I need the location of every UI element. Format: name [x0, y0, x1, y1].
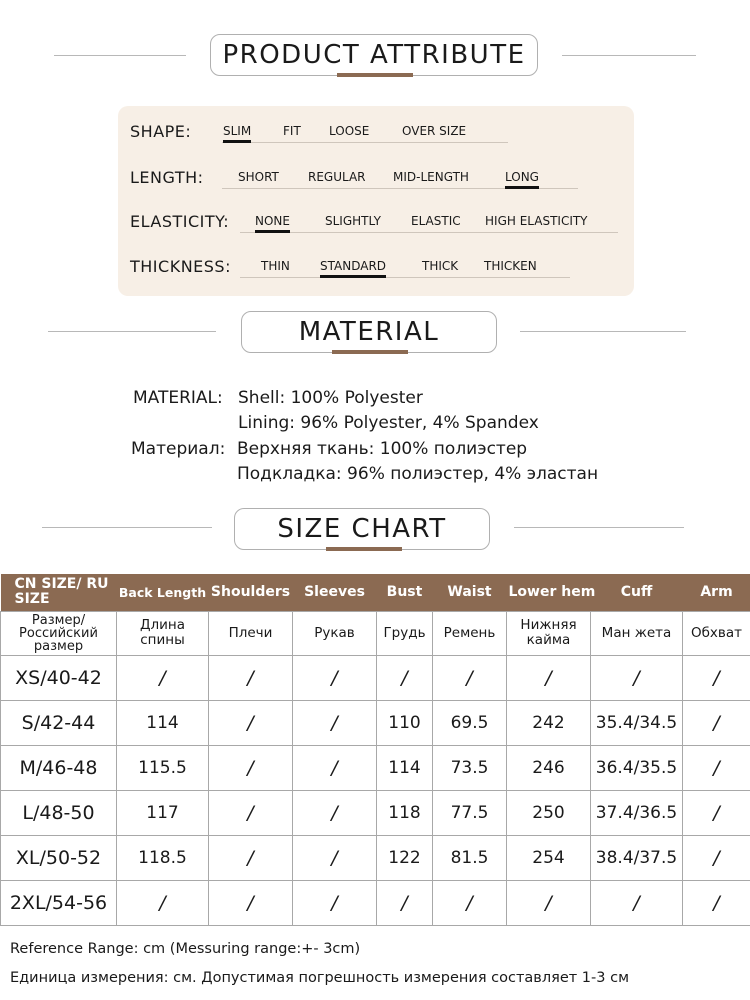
table-cell: / — [293, 835, 377, 880]
attr-option-selected: STANDARD — [320, 259, 387, 273]
table-cell: 118.5 — [117, 835, 209, 880]
table-cell: / — [293, 745, 377, 790]
material-shell-ru: Верхняя ткань: 100% полиэстер — [237, 439, 528, 459]
attr-option: SHORT — [238, 170, 279, 184]
table-cell: 114 — [377, 745, 433, 790]
column-header-ru: Плечи — [209, 611, 293, 655]
table-cell: / — [683, 880, 750, 925]
table-cell: 114 — [117, 700, 209, 745]
table-cell: / — [209, 745, 293, 790]
table-cell: / — [209, 790, 293, 835]
table-cell: / — [293, 880, 377, 925]
attr-option-selected: LONG — [505, 170, 539, 184]
size-chart-table — [0, 574, 750, 926]
reference-note-ru: Единица измерения: см. Допустимая погрешность измерения составляет 1-3 см — [10, 970, 630, 986]
column-header: Cuff — [591, 574, 683, 611]
divider-line — [48, 331, 216, 332]
table-row — [1, 700, 750, 745]
size-cell: L/48-50 — [1, 790, 117, 835]
attr-option: REGULAR — [308, 170, 366, 184]
table-row — [1, 655, 750, 700]
attr-option: THICK — [422, 259, 459, 273]
column-header-ru: Обхват — [683, 611, 750, 655]
attr-label: ELASTICITY: — [130, 212, 230, 231]
attr-option-selected: SLIM — [223, 124, 252, 138]
attr-line — [222, 142, 508, 143]
table-cell: 118 — [377, 790, 433, 835]
table-cell: / — [209, 700, 293, 745]
reference-note-en: Reference Range: cm (Messuring range:+- 3cm) — [10, 941, 361, 957]
column-header-ru: Длина спины — [117, 611, 209, 655]
material-label-en: MATERIAL: — [133, 388, 223, 408]
table-row — [1, 745, 750, 790]
column-header: Waist — [433, 574, 507, 611]
table-cell: / — [591, 655, 683, 700]
size-cell: XS/40-42 — [1, 655, 117, 700]
title-underline — [326, 547, 402, 551]
column-header-ru: Ман жета — [591, 611, 683, 655]
divider-line — [562, 55, 696, 56]
attr-label: LENGTH: — [130, 168, 204, 187]
table-cell: / — [117, 655, 209, 700]
table-cell: 117 — [117, 790, 209, 835]
table-cell: / — [683, 835, 750, 880]
size-cell: M/46-48 — [1, 745, 117, 790]
attr-option-selected: NONE — [255, 214, 290, 228]
table-row — [1, 835, 750, 880]
divider-line — [54, 55, 186, 56]
attr-label: THICKNESS: — [130, 257, 231, 276]
attr-option: LOOSE — [329, 124, 370, 138]
attr-option: OVER SIZE — [402, 124, 467, 138]
column-header-ru: Рукав — [293, 611, 377, 655]
table-cell: 37.4/36.5 — [591, 790, 683, 835]
table-cell: / — [683, 655, 750, 700]
table-row — [1, 880, 750, 925]
section-title-attributes: PRODUCT ATTRIBUTE — [210, 34, 538, 76]
material-lining-en: Lining: 96% Polyester, 4% Spandex — [238, 413, 539, 433]
section-title-size-chart: SIZE CHART — [234, 508, 490, 550]
table-cell: / — [507, 655, 591, 700]
attr-row-shape — [130, 118, 630, 148]
attribute-panel — [118, 106, 634, 296]
table-cell: 254 — [507, 835, 591, 880]
table-row — [1, 790, 750, 835]
table-cell: / — [591, 880, 683, 925]
table-cell: / — [683, 790, 750, 835]
table-cell: 122 — [377, 835, 433, 880]
table-cell: 36.4/35.5 — [591, 745, 683, 790]
column-header-ru: Нижняя кайма — [507, 611, 591, 655]
title-underline — [332, 350, 408, 354]
table-cell: / — [209, 835, 293, 880]
table-cell: / — [293, 700, 377, 745]
table-cell: 250 — [507, 790, 591, 835]
title-underline — [337, 73, 413, 77]
column-header: Lower hem — [507, 574, 591, 611]
divider-line — [520, 331, 686, 332]
table-cell: / — [377, 880, 433, 925]
divider-line — [514, 527, 684, 528]
table-cell: / — [433, 880, 507, 925]
attr-option: THICKEN — [484, 259, 537, 273]
attr-label: SHAPE: — [130, 122, 192, 141]
table-cell: / — [293, 655, 377, 700]
material-label-ru: Материал: — [131, 439, 226, 459]
table-header-row — [1, 574, 750, 611]
section-title-material: MATERIAL — [241, 311, 497, 353]
column-header: Bust — [377, 574, 433, 611]
table-cell: / — [433, 655, 507, 700]
attr-row-elasticity — [130, 208, 630, 238]
attr-line — [240, 277, 570, 278]
attr-row-length — [130, 164, 630, 194]
column-header: Back Length — [117, 574, 209, 611]
material-lining-ru: Подкладка: 96% полиэстер, 4% эластан — [237, 464, 599, 484]
table-cell: / — [117, 880, 209, 925]
table-cell: / — [209, 655, 293, 700]
table-cell: 69.5 — [433, 700, 507, 745]
size-cell: S/42-44 — [1, 700, 117, 745]
table-cell: 110 — [377, 700, 433, 745]
column-header: Sleeves — [293, 574, 377, 611]
table-cell: / — [377, 655, 433, 700]
table-cell: 38.4/37.5 — [591, 835, 683, 880]
column-header: CN SIZE/ RU SIZE — [1, 574, 117, 611]
attr-option: SLIGHTLY — [325, 214, 381, 228]
column-header-ru: Размер/ Российский размер — [1, 611, 117, 655]
column-header-ru: Ремень — [433, 611, 507, 655]
table-cell: 77.5 — [433, 790, 507, 835]
size-cell: 2XL/54-56 — [1, 880, 117, 925]
attr-row-thickness — [130, 253, 630, 283]
attr-option: THIN — [261, 259, 290, 273]
divider-line — [42, 527, 212, 528]
table-cell: 115.5 — [117, 745, 209, 790]
table-header-row-ru — [1, 611, 750, 655]
column-header: Arm — [683, 574, 750, 611]
column-header: Shoulders — [209, 574, 293, 611]
size-cell: XL/50-52 — [1, 835, 117, 880]
attr-option: MID-LENGTH — [393, 170, 469, 184]
table-cell: / — [293, 790, 377, 835]
table-cell: / — [683, 700, 750, 745]
material-shell-en: Shell: 100% Polyester — [238, 388, 423, 408]
attr-option: HIGH ELASTICITY — [485, 214, 588, 228]
attr-option: ELASTIC — [411, 214, 461, 228]
table-cell: 73.5 — [433, 745, 507, 790]
table-cell: / — [683, 745, 750, 790]
table-cell: 35.4/34.5 — [591, 700, 683, 745]
attr-line — [240, 232, 618, 233]
attr-option: FIT — [283, 124, 301, 138]
table-cell: 242 — [507, 700, 591, 745]
column-header-ru: Грудь — [377, 611, 433, 655]
table-cell: 81.5 — [433, 835, 507, 880]
table-cell: 246 — [507, 745, 591, 790]
table-cell: / — [507, 880, 591, 925]
table-cell: / — [209, 880, 293, 925]
